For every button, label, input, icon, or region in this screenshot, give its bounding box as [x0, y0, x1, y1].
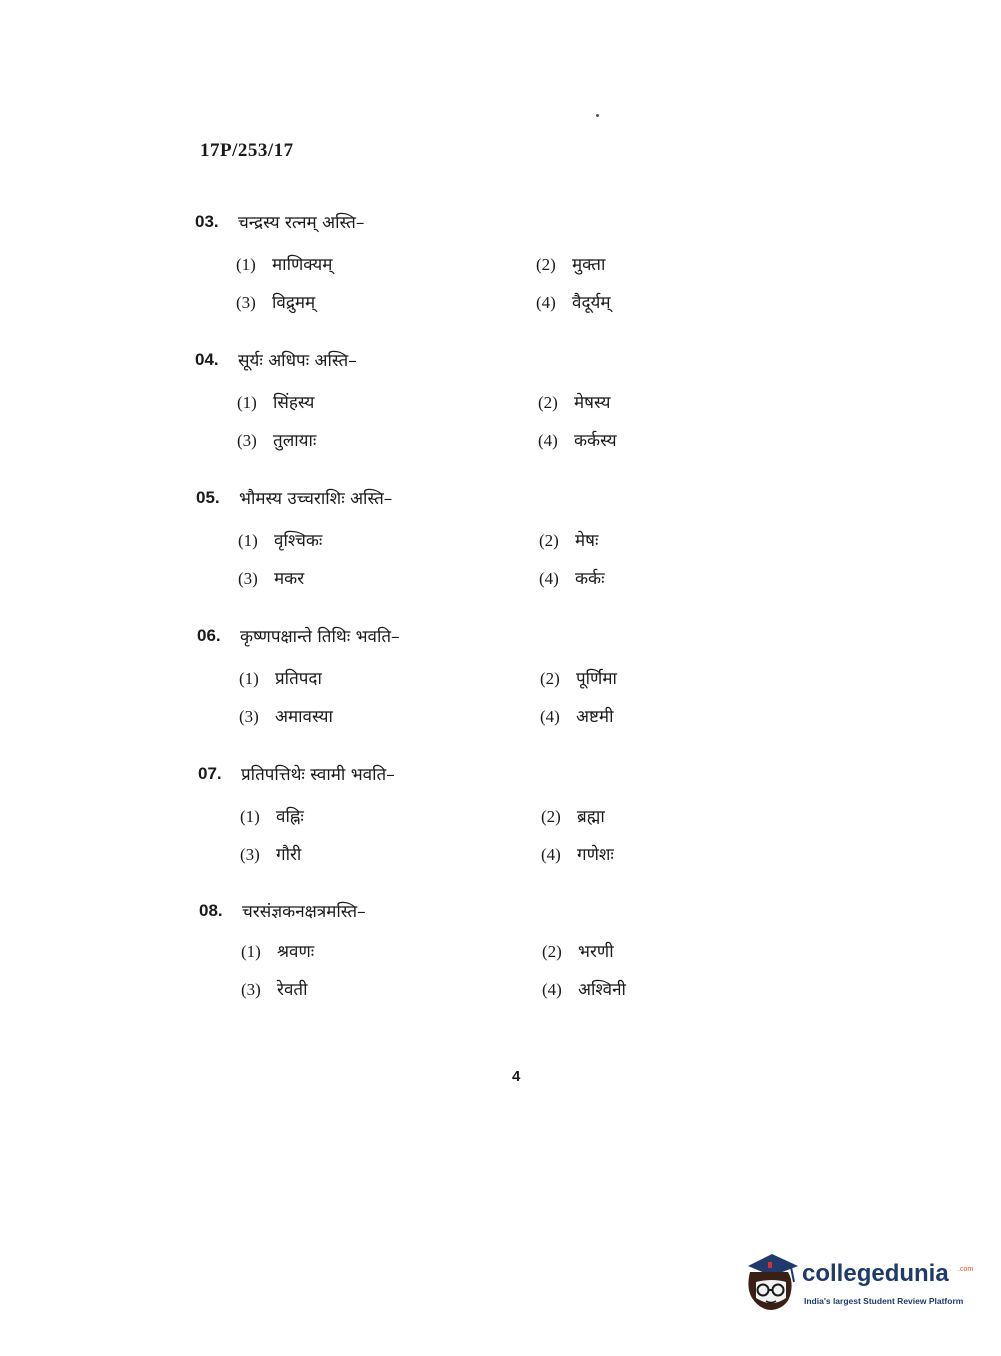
option: [237, 428, 316, 451]
option-text: प्रतिपदा: [275, 669, 322, 689]
question-number: 08.: [199, 901, 223, 920]
option-text: वैदूर्यम्: [572, 293, 611, 313]
option-number: (1): [241, 942, 261, 961]
option: [237, 390, 314, 413]
option-number: (3): [236, 293, 256, 312]
question-text: प्रतिपत्तिथेः स्वामी भवति–: [241, 765, 395, 785]
brand-tagline: India's largest Student Review Platform: [804, 1296, 964, 1306]
option: [541, 842, 614, 865]
option-number: (2): [540, 669, 560, 688]
option: [240, 804, 304, 827]
question-number: 04.: [195, 350, 219, 369]
question-number: 06.: [197, 626, 221, 645]
option-text: अष्टमी: [576, 707, 614, 727]
option-number: (3): [237, 431, 257, 450]
brand-name: collegedunia: [802, 1260, 949, 1287]
option: [539, 566, 605, 589]
option-number: (1): [240, 807, 260, 826]
option: [538, 390, 610, 413]
collegedunia-logo: [742, 1248, 972, 1320]
option: [536, 290, 611, 313]
option: [238, 566, 304, 589]
option-text: मेषः: [575, 531, 599, 551]
option-number: (3): [238, 569, 258, 588]
brand-domain: .com: [958, 1266, 974, 1273]
option-text: अश्विनी: [578, 980, 626, 1000]
option-text: भरणी: [578, 942, 614, 962]
option: [540, 666, 617, 689]
option-text: मेषस्य: [574, 393, 611, 413]
option: [538, 428, 617, 451]
option-text: अमावस्या: [275, 707, 333, 727]
option-number: (1): [239, 669, 259, 688]
question-block: [0, 897, 1001, 1022]
option: [236, 290, 315, 313]
page-number: 4: [512, 1068, 521, 1085]
option: [542, 939, 614, 962]
option-text: माणिक्यम्: [272, 255, 333, 275]
option-number: (4): [538, 431, 558, 450]
option: [239, 666, 322, 689]
option: [540, 704, 614, 727]
option-text: कर्कस्य: [574, 431, 617, 451]
option: [241, 939, 314, 962]
option: [542, 977, 626, 1000]
mascot-icon: [742, 1252, 802, 1314]
question-text: कृष्णपक्षान्ते तिथिः भवति–: [240, 627, 400, 647]
question-block: [0, 208, 1001, 333]
option-text: पूर्णिमा: [576, 669, 617, 689]
option: [541, 804, 605, 827]
option: [536, 252, 605, 275]
question-text: भौमस्य उच्चराशिः अस्ति–: [239, 489, 393, 509]
option-text: वह्निः: [276, 807, 304, 827]
option: [240, 842, 301, 865]
option-number: (1): [236, 255, 256, 274]
option: [539, 528, 598, 551]
question-block: [0, 760, 1001, 885]
option-number: (3): [240, 845, 260, 864]
question-number: 05.: [196, 488, 220, 507]
option-text: सिंहस्य: [273, 393, 315, 413]
option: [239, 704, 333, 727]
option-number: (3): [241, 980, 261, 999]
question-block: [0, 346, 1001, 471]
question-block: [0, 484, 1001, 609]
option-number: (1): [238, 531, 258, 550]
option-number: (4): [539, 569, 559, 588]
question-number: 07.: [198, 764, 222, 783]
option-number: (4): [536, 293, 556, 312]
option: [238, 528, 322, 551]
option-number: (1): [237, 393, 257, 412]
question-text: चन्द्रस्य रत्नम् अस्ति–: [238, 213, 365, 233]
option: [236, 252, 332, 275]
option-number: (2): [542, 942, 562, 961]
question-block: [0, 622, 1001, 747]
option-number: (2): [538, 393, 558, 412]
option-number: (2): [541, 807, 561, 826]
option-text: गौरी: [276, 845, 302, 865]
scan-speck: [596, 114, 599, 117]
option-text: मुक्ता: [572, 255, 606, 275]
option-text: तुलायाः: [273, 431, 317, 451]
option-text: श्रवणः: [277, 942, 315, 962]
paper-code: 17P/253/17: [200, 140, 294, 161]
option-text: कर्कः: [575, 569, 605, 589]
option-number: (2): [539, 531, 559, 550]
question-number: 03.: [195, 212, 219, 231]
option-number: (4): [542, 980, 562, 999]
option: [241, 977, 308, 1000]
question-text: सूर्यः अधिपः अस्ति–: [238, 351, 357, 371]
option-text: विद्रुमम्: [272, 293, 316, 313]
option-text: गणेशः: [577, 845, 614, 865]
option-number: (3): [239, 707, 259, 726]
option-text: रेवती: [277, 980, 308, 1000]
option-text: ब्रह्मा: [577, 807, 605, 827]
option-number: (2): [536, 255, 556, 274]
option-number: (4): [541, 845, 561, 864]
option-number: (4): [540, 707, 560, 726]
question-text: चरसंज्ञकनक्षत्रमस्ति–: [242, 902, 366, 922]
option-text: मकर: [274, 569, 305, 589]
option-text: वृश्चिकः: [274, 531, 323, 551]
